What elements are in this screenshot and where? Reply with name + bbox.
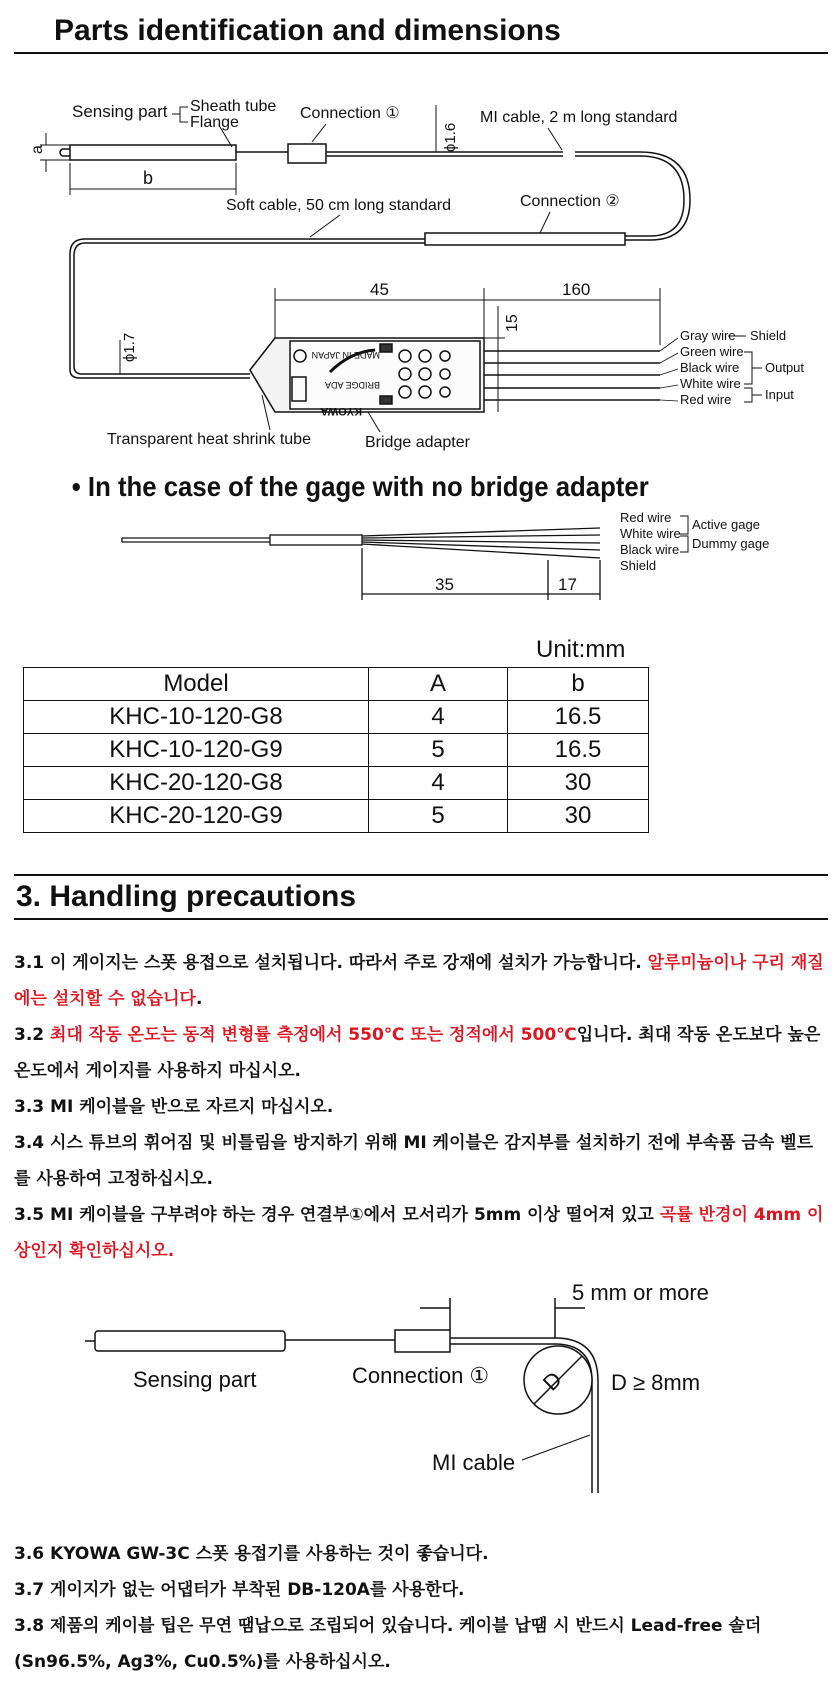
table-cell: KHC-20-120-G9 (24, 800, 369, 833)
dim-160-label: 160 (562, 280, 591, 299)
section-title-parts: Parts identification and dimensions (54, 14, 561, 47)
no-adapter-diagram (0, 510, 840, 620)
table-cell: 16.5 (508, 701, 649, 734)
dia-mi-label: ϕ1.6 (442, 122, 459, 152)
table-cell: KHC-10-120-G9 (24, 734, 369, 767)
table-cell: 5 (369, 800, 508, 833)
table-header-b: b (508, 668, 649, 701)
table-cell: 4 (369, 767, 508, 800)
table-header-model: Model (24, 668, 369, 701)
adapter-print-1: MADE IN JAPAN (311, 350, 380, 360)
bridge-adapter-drawing (250, 338, 660, 412)
bend-sensing-part-label: Sensing part (133, 1367, 257, 1392)
red-wire-label: Red wire (680, 392, 732, 407)
precaution-3-8: 3.8 제품의 케이블 팁은 무연 땜납으로 조립되어 있습니다. 케이블 납땜 시 반드시 Lead-free 솔더(Sn96.5%, Ag3%, Cu0.5%)를 사용하십시오. (14, 1616, 762, 1672)
bend-cable-drawing (85, 1298, 598, 1493)
d-label: D (537, 1366, 567, 1396)
black-wire-label: Black wire (680, 360, 740, 375)
dim-35-label: 35 (435, 575, 454, 594)
dim-b-label: b (143, 168, 154, 188)
precaution-3-4: 3.4 시스 튜브의 휘어짐 및 비틀림을 방지하기 위해 MI 케이블은 감지부를 설치하기 전에 부속품 금속 벨트를 사용하여 고정하십시오. (14, 1133, 814, 1189)
input-label: Input (765, 387, 794, 402)
dim-17-label: 17 (558, 575, 577, 594)
dim-15-label: 15 (504, 314, 521, 332)
shield-label: Shield (750, 328, 787, 343)
bend-connection1-label: Connection ① (352, 1363, 490, 1388)
table-row (24, 701, 649, 734)
na-shield-label: Shield (620, 558, 657, 573)
bend-diagram (0, 1270, 840, 1510)
precaution-3-7: 3.7 게이지가 없는 어댑터가 부착된 DB-120A를 사용한다. (14, 1580, 465, 1600)
na-white-wire-label: White wire (620, 526, 681, 541)
precaution-3-2-warning: 최대 작동 온도는 동적 변형률 측정에서 550℃ 또는 정적에서 500℃ (50, 1025, 577, 1045)
bridge-adapter-label: Bridge adapter (365, 434, 470, 451)
dim-45-label: 45 (370, 280, 389, 299)
precaution-3-5-text: 3.5 MI 케이블을 구부려야 하는 경우 연결부①에서 모서리가 5mm 이상 떨어져 있고 (14, 1205, 660, 1225)
section-title-handling: 3. Handling precautions (16, 880, 357, 913)
precaution-3-1-warning: 알루미늄이나 구리 재질에는 설치할 수 없습니다 (14, 953, 824, 1009)
dia-soft-label: ϕ1.7 (121, 332, 138, 362)
adapter-print-3: BRIDGE ADA (324, 380, 380, 390)
precaution-3-2 (14, 1017, 829, 1089)
connection1-label: Connection ① (300, 105, 400, 122)
section-rule-handling-bottom (14, 918, 828, 920)
mi-cable-label: MI cable, 2 m long standard (480, 109, 678, 126)
precaution-3-6: 3.6 KYOWA GW-3C 스폿 용접기를 사용하는 것이 좋습니다. (14, 1544, 489, 1564)
input-brace (744, 388, 762, 402)
sensing-part-label: Sensing part (72, 102, 168, 121)
table-cell: 30 (508, 800, 649, 833)
na-black-wire-label: Black wire (620, 542, 680, 557)
adapter-print-2: KYOWA (320, 405, 362, 417)
heat-shrink-label: Transparent heat shrink tube (107, 431, 311, 448)
dummy-gage-label: Dummy gage (692, 536, 770, 551)
parts-diagram (0, 80, 840, 550)
output-label: Output (765, 360, 805, 375)
sheath-tube-label: Sheath tube (190, 98, 277, 115)
flange-label: Flange (190, 114, 239, 131)
unit-label: Unit:mm (536, 636, 626, 663)
bend-mi-cable-label: MI cable (432, 1450, 516, 1475)
d-rule-label: D ≥ 8mm (611, 1370, 701, 1395)
precaution-3-2-text: 입니다. 최대 작동 온도보다 높은 온도에서 게이지를 사용하지 마십시오. (14, 1025, 821, 1081)
precaution-3-2-num: 3.2 (14, 1025, 51, 1045)
dim-a-label: a (29, 145, 46, 154)
precaution-3-5-warning: 곡률 반경이 4mm 이상인지 확인하십시오 (14, 1205, 824, 1261)
no-adapter-note: • In the case of the gage with no bridge adapter (71, 471, 649, 503)
table-row (24, 800, 649, 833)
gray-wire-label: Gray wire (680, 328, 736, 343)
table-cell: 5 (369, 734, 508, 767)
precaution-3-1-end: . (195, 989, 203, 1009)
section-rule-top (14, 52, 828, 54)
soft-cable-label: Soft cable, 50 cm long standard (226, 197, 452, 214)
brace-sheath-flange (172, 107, 188, 122)
connection2-label: Connection ② (520, 193, 620, 210)
output-brace (744, 352, 762, 384)
spec-table (23, 667, 649, 833)
table-cell: 4 (369, 701, 508, 734)
active-gage-label: Active gage (692, 517, 760, 532)
dummy-gage-brace (680, 536, 688, 552)
table-row (24, 734, 649, 767)
na-red-wire-label: Red wire (620, 510, 672, 525)
table-cell: KHC-20-120-G8 (24, 767, 369, 800)
table-row (24, 767, 649, 800)
table-cell: 16.5 (508, 734, 649, 767)
section-rule-handling-top (14, 874, 828, 876)
table-header-row (24, 668, 649, 701)
table-cell: 30 (508, 767, 649, 800)
green-wire-label: Green wire (680, 344, 744, 359)
white-wire-label: White wire (680, 376, 741, 391)
precaution-3-3: 3.3 MI 케이블을 반으로 자르지 마십시오. (14, 1097, 334, 1117)
active-gage-brace (680, 516, 688, 534)
precaution-3-5 (14, 1197, 829, 1269)
table-header-a: A (369, 668, 508, 701)
table-cell: KHC-10-120-G8 (24, 701, 369, 734)
precaution-3-1-text: 3.1 이 게이지는 스폿 용접으로 설치됩니다. 따라서 주로 강재에 설치가 가능합니다. (14, 953, 648, 973)
dim-5mm-label: 5 mm or more (572, 1280, 709, 1305)
no-adapter-cable (122, 528, 600, 600)
precaution-3-5-end: . (167, 1241, 175, 1261)
precaution-3-1 (14, 945, 829, 1017)
